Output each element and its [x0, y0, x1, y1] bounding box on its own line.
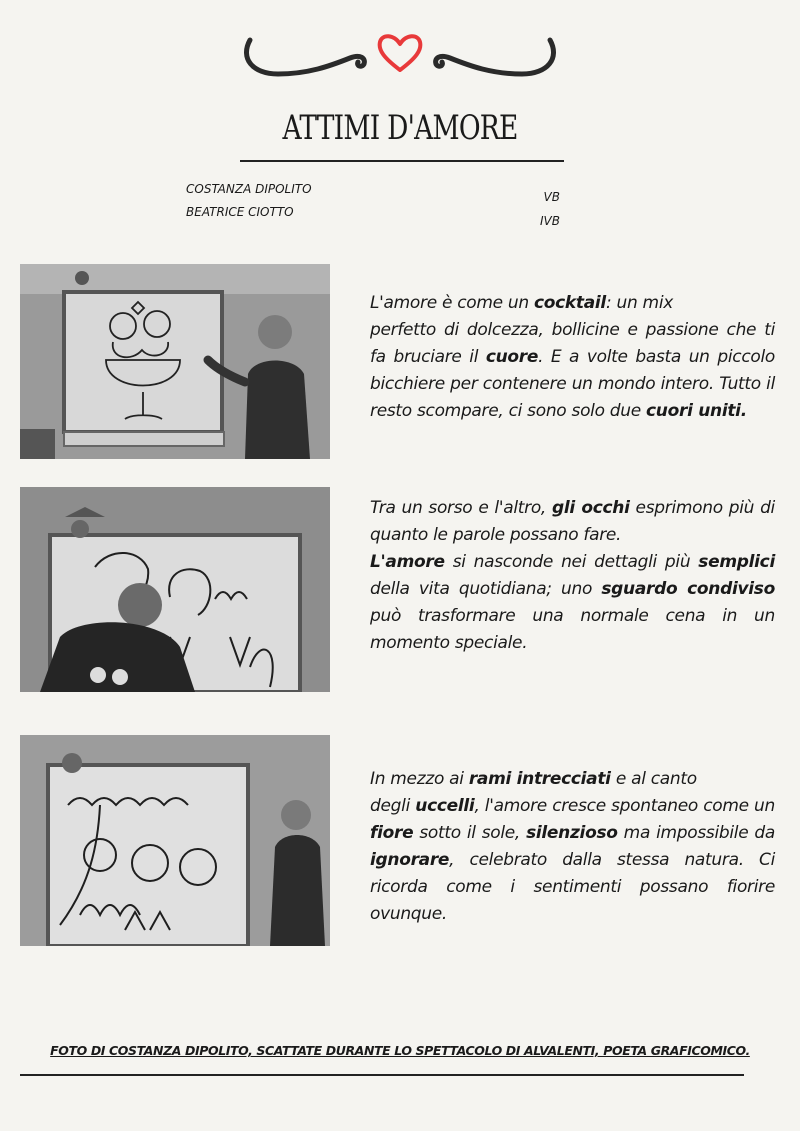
- paragraph-2: Tra un sorso e l'altro, gli occhi esprimono più di quanto le parole possano fare. L'amore si nasconde nei dettagli più semplici della vita quotidiana; uno sguardo condiviso può trasformare una normale cena in un momento speciale.: [370, 498, 775, 653]
- title-divider: [240, 160, 564, 162]
- class-1: VB: [543, 190, 560, 204]
- heart-ornament-icon: [238, 28, 562, 84]
- photo-credit: FOTO DI COSTANZA DIPOLITO, SCATTATE DURANTE LO SPETTACOLO DI ALVALENTI, POETA GRAFICOMICO.: [50, 1043, 750, 1058]
- paragraph-3: In mezzo ai rami intrecciati e al canto degli uccelli, l'amore cresce spontaneo come un fiore sotto il sole, silenzioso ma impossibile da ignorare, celebrato dalla stessa natura. Ci ricorda come i sentimenti possano fiorire ovunque.: [370, 769, 776, 924]
- photo-dinner-drawing: [20, 487, 330, 692]
- page-title: ATTIMI D'AMORE: [282, 108, 518, 148]
- photo-cocktail-drawing: [20, 264, 330, 459]
- photo-tree-drawing: [20, 735, 330, 946]
- paragraph-1: L'amore è come un cocktail: un mix perfetto di dolcezza, bollicine e passione che ti fa bruciare il cuore. E a volte basta un piccolo bicchiere per contenere un mondo intero. Tutto il resto scompare, ci sono solo due cuori uniti.: [370, 293, 775, 421]
- footer-divider: [20, 1074, 744, 1076]
- author-1: COSTANZA DIPOLITO: [186, 182, 312, 196]
- author-2: BEATRICE CIOTTO: [186, 205, 294, 219]
- class-2: IVB: [540, 214, 560, 228]
